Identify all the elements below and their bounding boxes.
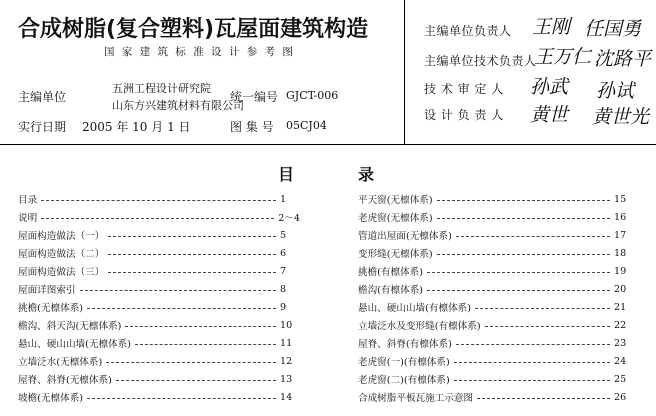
toc-entry-title: 屋面构造做法（一） [18,231,105,242]
toc-entry-title: 老虎窗(二)(有檩体系) [358,375,450,386]
toc-leader-dashes [125,326,276,327]
toc-entry-title: 檐沟、斜天沟(无檩体系) [18,321,122,332]
toc-entry-page: 9 [280,301,287,313]
responsible-label-1: 主编单位负责人 [424,24,512,38]
toc-entry-page: 6 [280,247,287,259]
toc-leader-dashes [454,362,610,363]
toc-entry-page: 15 [614,193,627,205]
serial-label: 统一编号 [230,90,279,104]
signature-4: 黄世 [530,104,569,126]
toc-entry[interactable] [18,298,300,316]
toc-entry-title: 目录 [18,195,38,206]
toc-entry[interactable] [18,244,300,262]
toc-entry-page: 7 [280,265,287,277]
toc-entry-page: 18 [614,247,627,259]
handwritten-name-3: 孙试 [596,80,635,102]
toc-entry-page: 5 [280,229,287,241]
toc-entry[interactable] [18,280,300,298]
editor-unit-1: 五洲工程设计研究院 [112,82,211,95]
toc-leader-dashes [437,200,610,201]
toc-leader-dashes [108,236,276,237]
toc-entry-page: 17 [614,229,627,241]
toc-entry-title: 立墙泛水(无檩体系) [18,357,103,368]
handwritten-name-2: 沈路平 [594,48,652,70]
toc-entry-title: 立墙泛水及变形缝(有檩体系) [358,321,481,332]
editor-unit-2: 山东方兴建筑材料有限公司 [112,99,244,112]
toc-leader-dashes [116,380,276,381]
toc-entry[interactable] [18,370,300,388]
toc-entry[interactable] [358,280,634,298]
toc-leader-dashes [437,218,610,219]
toc-entry-title: 檐沟(有檩体系) [358,285,424,296]
contents-heading-left: 目 [278,165,295,184]
toc-entry[interactable] [18,388,300,406]
toc-entry-page: 8 [280,283,287,295]
toc-entry[interactable] [18,262,300,280]
toc-leader-dashes [41,200,276,201]
toc-entry[interactable] [18,334,300,352]
toc-entry-title: 坡檐(无檩体系) [18,393,84,404]
toc-entry[interactable] [358,298,634,316]
toc-leader-dashes [108,272,276,273]
toc-entry[interactable] [18,190,300,208]
atlas-label: 图 集 号 [230,120,274,134]
toc-entry-title: 说明 [18,213,38,224]
toc-entry-page: 11 [280,337,293,349]
toc-entry-page: 24 [614,355,627,367]
toc-entry[interactable] [18,352,300,370]
responsible-label-2: 主编单位技术负责人 [424,54,537,68]
toc-leader-dashes [41,218,274,219]
serial-value: GJCT-006 [286,89,339,102]
toc-entry-page: 22 [614,319,627,331]
toc-entry-page: 1 [280,193,287,205]
toc-entry-page: 26 [614,391,627,403]
handwritten-name-1: 任国勇 [584,18,642,40]
toc-entry[interactable] [358,244,634,262]
contents-heading-right: 录 [358,165,375,184]
toc-leader-dashes [454,380,610,381]
toc-entry-title: 老虎窗(无檩体系) [358,213,433,224]
responsible-label-3: 技 术 审 定 人 [424,82,504,96]
toc-entry[interactable] [358,370,634,388]
toc-entry[interactable] [358,316,634,334]
toc-entry-page: 2～4 [278,213,300,224]
toc-entry-title: 合成树脂平板瓦施工示意图 [358,393,474,404]
toc-entry-title: 挑檐(无檩体系) [18,303,84,314]
date-value: 2005 年 10 月 1 日 [82,120,191,134]
header-divider-vertical [404,0,405,144]
toc-entry[interactable] [358,226,634,244]
toc-entry-title: 平天窗(无檩体系) [358,195,433,206]
toc-entry-page: 12 [280,355,293,367]
toc-entry[interactable] [358,352,634,370]
toc-entry-page: 20 [614,283,627,295]
toc-entry-title: 挑檐(有檩体系) [358,267,424,278]
toc-leader-dashes [108,254,276,255]
header-divider-horizontal [0,144,656,145]
toc-entry-page: 21 [614,301,627,313]
toc-entry-title: 屋面构造做法（二） [18,249,105,260]
date-label: 实行日期 [18,120,67,134]
toc-entry[interactable] [18,226,300,244]
toc-leader-dashes [80,290,276,291]
toc-entry-title: 管道出屋面(无檩体系) [358,231,452,242]
signature-1: 王刚 [532,16,571,38]
toc-leader-dashes [427,272,610,273]
toc-entry-page: 16 [614,211,627,223]
toc-entry-title: 悬山、硬山山墙(无檩体系) [18,339,132,350]
toc-entry-page: 19 [614,265,627,277]
document-subtitle: 国 家 建 筑 标 准 设 计 参 考 图 [104,46,295,58]
atlas-value: 05CJ04 [286,119,327,132]
toc-leader-dashes [437,254,610,255]
editor-unit-label: 主编单位 [18,90,67,104]
signature-2: 王万仁 [534,46,592,68]
toc-leader-dashes [456,236,610,237]
toc-entry-page: 23 [614,337,627,349]
toc-entry[interactable] [358,208,634,226]
toc-leader-dashes [475,308,610,309]
handwritten-name-4: 黄世光 [592,106,650,128]
toc-entry[interactable] [358,388,634,406]
toc-entry-title: 老虎窗(一)(有檩体系) [358,357,450,368]
document-title: 合成树脂(复合塑料)瓦屋面建筑构造 [18,17,369,42]
toc-leader-dashes [427,290,610,291]
toc-leader-dashes [135,344,276,345]
signature-3: 孙武 [530,76,569,98]
toc-entry[interactable] [358,262,634,280]
toc-entry-title: 屋脊、斜脊(无檩体系) [18,375,112,386]
toc-leader-dashes [456,344,610,345]
toc-entry-title: 屋面构造做法（三） [18,267,105,278]
toc-entry-page: 14 [280,391,293,403]
toc-entry-page: 13 [280,373,293,385]
toc-entry-title: 屋面详图索引 [18,285,76,296]
responsible-label-4: 设 计 负 责 人 [424,108,504,122]
toc-leader-dashes [485,326,610,327]
toc-entry[interactable] [358,334,634,352]
toc-entry[interactable] [18,316,300,334]
toc-leader-dashes [106,362,276,363]
toc-leader-dashes [477,398,610,399]
toc-leader-dashes [87,398,276,399]
toc-entry-title: 变形缝(无檩体系) [358,249,433,260]
toc-entry[interactable] [18,208,300,226]
toc-entry-title: 屋脊、斜脊(有檩体系) [358,339,452,350]
toc-entry-page: 10 [280,319,293,331]
toc-entry[interactable] [358,190,634,208]
toc-leader-dashes [87,308,276,309]
toc-entry-page: 25 [614,373,627,385]
toc-entry-title: 悬山、硬山山墙(有檩体系) [358,303,472,314]
